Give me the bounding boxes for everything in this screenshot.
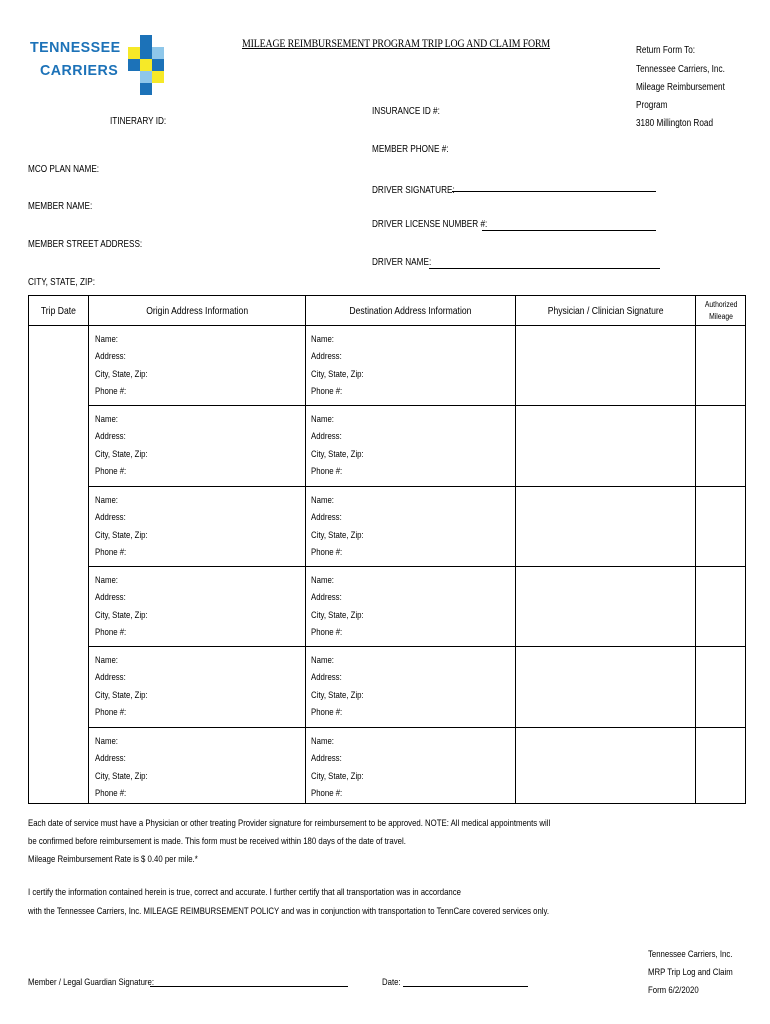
destination-phone-label: Phone #: [311,707,343,719]
destination-city-label: City, State, Zip: [311,369,364,380]
destination-address-label: Address: [311,511,342,523]
header-mileage: Authorized Mileage [704,299,738,321]
driver-signature-line[interactable] [452,181,656,192]
destination-city-label: City, State, Zip: [311,690,364,702]
origin-phone-label: Phone #: [95,787,127,799]
return-heading: Return Form To: [636,45,696,56]
destination-name-label: Name: [311,735,334,747]
table-row[interactable] [29,486,745,566]
header-origin: Origin Address Information [146,304,248,317]
return-line3: Program [636,100,668,111]
logo-square-icon [140,83,152,95]
logo-square-icon [128,47,140,59]
origin-city-label: City, State, Zip: [95,529,148,541]
certify-line2: with the Tennessee Carriers, Inc. MILEAGE REIMBURSEMENT POLICY and was in conjunction with transportation to TennCare covered services only. [28,906,550,917]
footer-line2: MRP Trip Log and Claim [648,967,733,978]
origin-name-label: Name: [95,494,118,506]
destination-name-label: Name: [311,494,334,506]
date-label: Date: [382,977,401,988]
return-line1: Tennessee Carriers, Inc. [636,64,725,75]
origin-name-label: Name: [95,414,118,426]
origin-address-label: Address: [95,431,126,443]
return-line4: 3180 Millington Road [636,118,714,129]
driver-name-label: DRIVER NAME: [372,257,432,268]
origin-city-label: City, State, Zip: [95,609,148,621]
table-row[interactable] [29,646,745,726]
member-street-label: MEMBER STREET ADDRESS: [28,239,143,250]
logo-square-icon [152,47,164,59]
table-row[interactable] [29,566,745,646]
driver-license-line[interactable] [482,220,656,231]
origin-address-label: Address: [95,752,126,764]
destination-name-label: Name: [311,574,334,586]
logo-square-icon [152,59,164,71]
logo-text-line2: CARRIERS [40,62,119,79]
itinerary-id-label: ITINERARY ID: [110,116,167,127]
return-line2: Mileage Reimbursement [636,82,725,93]
destination-phone-label: Phone #: [311,466,343,478]
origin-phone-label: Phone #: [95,466,127,478]
destination-city-label: City, State, Zip: [311,770,364,782]
destination-address-label: Address: [311,752,342,764]
footer-line1: Tennessee Carriers, Inc. [648,949,733,960]
table-row[interactable] [29,727,745,807]
date-line[interactable] [403,976,528,987]
member-phone-label: MEMBER PHONE #: [372,144,449,155]
city-state-zip-label: CITY, STATE, ZIP: [28,277,95,288]
destination-phone-label: Phone #: [311,787,343,799]
note-line1: Each date of service must have a Physician or other treating Provider signature for reimbursement to be approved. NOTE: All medical appointments will [28,818,551,829]
destination-address-label: Address: [311,672,342,684]
origin-address-label: Address: [95,672,126,684]
tennessee-carriers-logo [22,28,164,100]
insurance-id-label: INSURANCE ID #: [372,106,440,117]
origin-phone-label: Phone #: [95,546,127,558]
destination-city-label: City, State, Zip: [311,529,364,541]
driver-name-line[interactable] [429,258,660,269]
destination-city-label: City, State, Zip: [311,609,364,621]
origin-phone-label: Phone #: [95,626,127,638]
note-rate: Mileage Reimbursement Rate is $ 0.40 per mile.* [28,854,198,865]
origin-name-label: Name: [95,574,118,586]
header-physician: Physician / Clinician Signature [547,304,664,317]
origin-name-label: Name: [95,735,118,747]
logo-square-icon [140,59,152,71]
origin-address-label: Address: [95,351,126,362]
destination-name-label: Name: [311,414,334,426]
form-title: MILEAGE REIMBURSEMENT PROGRAM TRIP LOG AND CLAIM FORM [242,38,551,50]
destination-name-label: Name: [311,655,334,667]
footer-line3: Form 6/2/2020 [648,985,699,996]
header-destination: Destination Address Information [349,304,472,317]
origin-name-label: Name: [95,655,118,667]
certify-line1: I certify the information contained herein is true, correct and accurate. I further certify that all transportation was in accordance [28,887,461,898]
header-trip-date: Trip Date [40,304,77,317]
member-name-label: MEMBER NAME: [28,201,93,212]
origin-city-label: City, State, Zip: [95,690,148,702]
origin-phone-label: Phone #: [95,386,127,397]
origin-name-label: Name: [95,334,118,345]
origin-address-label: Address: [95,591,126,603]
driver-signature-label: DRIVER SIGNATURE: [372,185,455,196]
destination-address-label: Address: [311,431,342,443]
driver-license-label: DRIVER LICENSE NUMBER #: [372,219,488,230]
logo-text-line1: TENNESSEE [30,39,121,56]
logo-square-icon [140,71,152,83]
destination-phone-label: Phone #: [311,546,343,558]
note-line2: be confirmed before reimbursement is made. This form must be received within 180 days of the date of travel. [28,836,406,847]
member-signature-label: Member / Legal Guardian Signature: [28,977,155,988]
logo-square-icon [152,71,164,83]
destination-phone-label: Phone #: [311,626,343,638]
table-row[interactable] [29,325,745,405]
logo-square-icon [140,47,152,59]
destination-address-label: Address: [311,351,342,362]
member-signature-line[interactable] [150,976,348,987]
destination-phone-label: Phone #: [311,386,343,397]
logo-square-icon [140,35,152,47]
logo-square-icon [128,59,140,71]
origin-address-label: Address: [95,511,126,523]
trip-log-table [28,295,746,804]
origin-phone-label: Phone #: [95,707,127,719]
mco-plan-name-label: MCO PLAN NAME: [28,164,100,175]
origin-city-label: City, State, Zip: [95,449,148,461]
table-row[interactable] [29,405,745,485]
destination-name-label: Name: [311,334,334,345]
origin-city-label: City, State, Zip: [95,369,148,380]
origin-city-label: City, State, Zip: [95,770,148,782]
destination-address-label: Address: [311,591,342,603]
destination-city-label: City, State, Zip: [311,449,364,461]
